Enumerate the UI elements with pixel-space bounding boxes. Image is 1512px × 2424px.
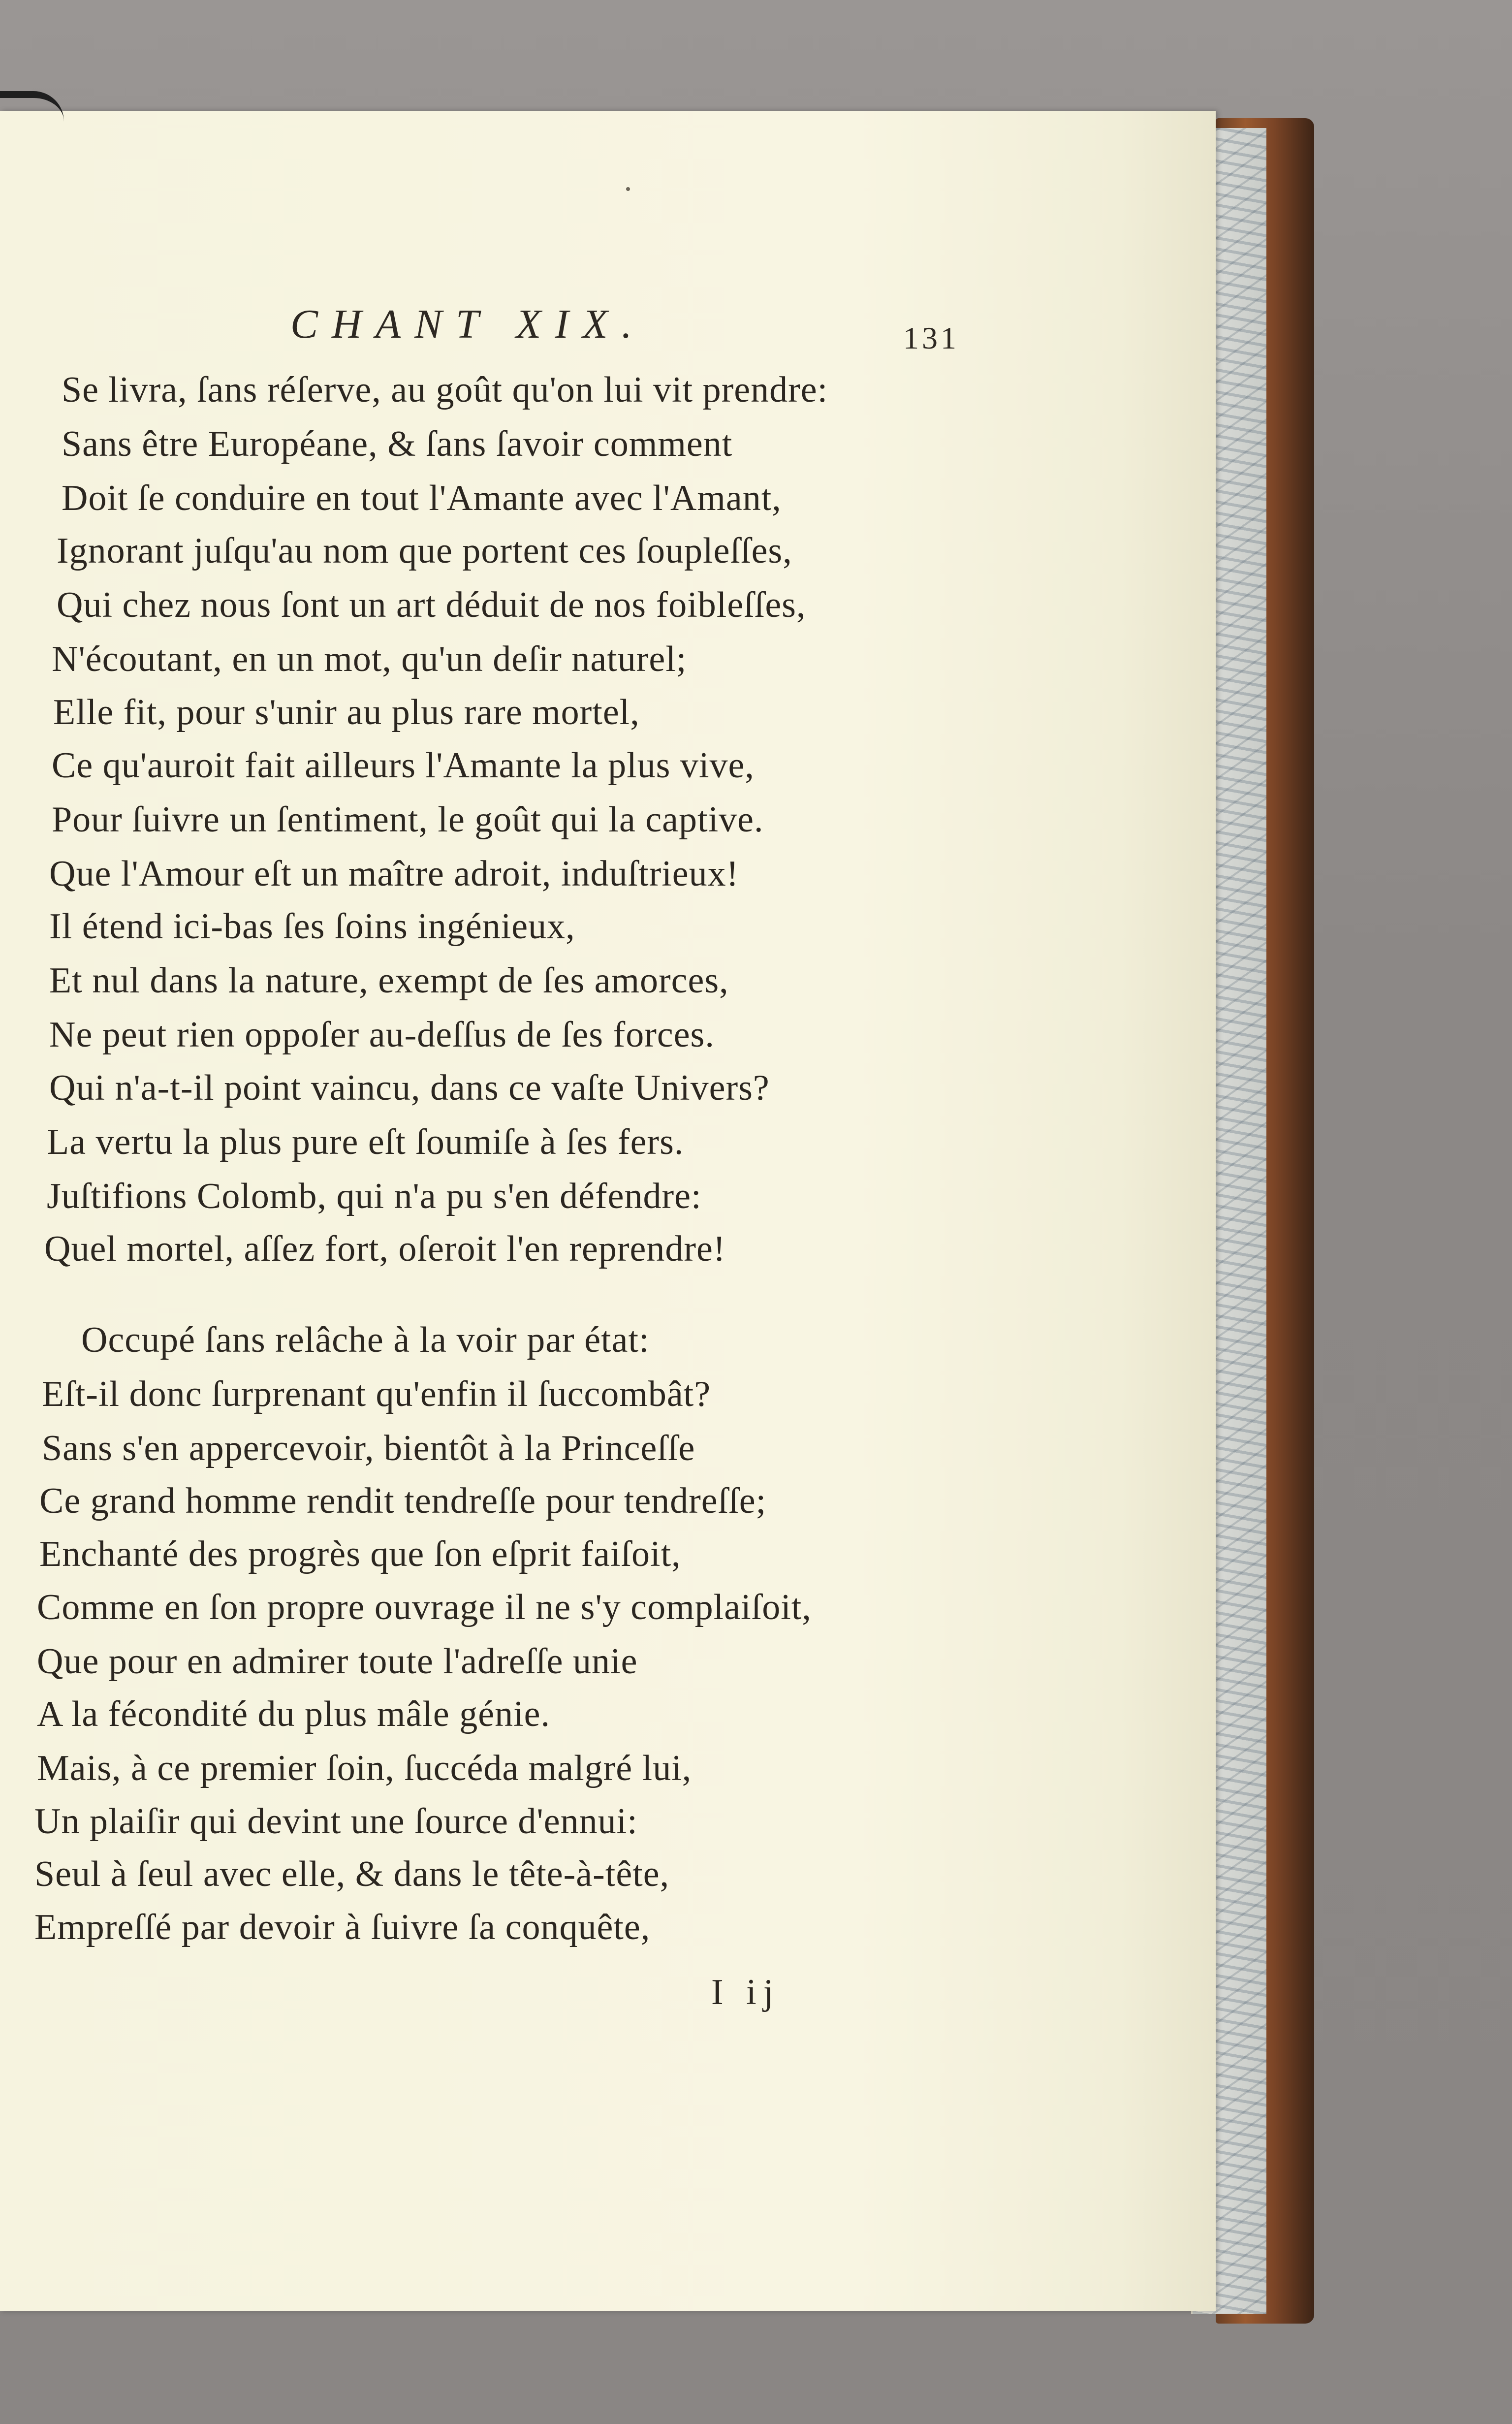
verse-line: Comme en ſon propre ouvrage il ne s'y complaiſoit, xyxy=(37,1587,812,1627)
verse-line: Eſt-il donc ſurprenant qu'enfin il ſuccombât? xyxy=(42,1374,711,1414)
page-number: 131 xyxy=(903,320,959,355)
verse-line: N'écoutant, en un mot, qu'un deſir naturel; xyxy=(52,639,687,679)
verse-line: Il étend ici-bas ſes ſoins ingénieux, xyxy=(49,906,575,947)
verse-line: Et nul dans la nature, exempt de ſes amorces, xyxy=(49,960,729,1001)
verse-line: Se livra, ſans réſerve, au goût qu'on lui vit prendre: xyxy=(62,370,828,410)
verse-line: Occupé ſans relâche à la voir par état: xyxy=(81,1320,650,1360)
verse-line: Mais, à ce premier ſoin, ſuccéda malgré lui, xyxy=(37,1748,692,1788)
verse-line: Quel mortel, aſſez fort, oſeroit l'en reprendre! xyxy=(44,1229,726,1269)
verse-line: Que pour en admirer toute l'adreſſe unie xyxy=(37,1641,638,1682)
ink-dot xyxy=(626,187,630,191)
verse-line: La vertu la plus pure eſt ſoumiſe à ſes fers. xyxy=(47,1122,684,1162)
verse-line: Ce grand homme rendit tendreſſe pour tendreſſe; xyxy=(39,1481,767,1521)
running-title: CHANT XIX. xyxy=(290,301,646,347)
verse-line: A la fécondité du plus mâle génie. xyxy=(37,1694,550,1734)
verse-line: Seul à ſeul avec elle, & dans le tête-à-tête, xyxy=(34,1854,670,1894)
verse-line: Qui chez nous ſont un art déduit de nos foibleſſes, xyxy=(57,585,806,625)
verse-line: Elle fit, pour s'unir au plus rare mortel, xyxy=(53,692,640,733)
verse-line: Enchanté des progrès que ſon eſprit faiſoit, xyxy=(39,1534,681,1574)
verse-line: Ne peut rien oppoſer au-deſſus de ſes forces. xyxy=(49,1015,715,1055)
verse-line: Un plaiſir qui devint une ſource d'ennui: xyxy=(34,1801,638,1842)
verse-line: Que l'Amour eſt un maître adroit, induſtrieux! xyxy=(49,854,739,894)
verse-line: Pour ſuivre un ſentiment, le goût qui la captive. xyxy=(52,799,764,840)
verse-line: Empreſſé par devoir à ſuivre ſa conquête, xyxy=(34,1907,651,1947)
verse-line: Sans s'en appercevoir, bientôt à la Princeſſe xyxy=(42,1428,695,1468)
verse-line: Ce qu'auroit fait ailleurs l'Amante la plus vive, xyxy=(52,745,755,786)
verse-line: Ignorant juſqu'au nom que portent ces ſoupleſſes, xyxy=(57,531,792,571)
verse-line: Sans être Européane, & ſans ſavoir comment xyxy=(62,424,733,464)
verse-line: Juſtifions Colomb, qui n'a pu s'en défendre: xyxy=(47,1176,702,1216)
verse-line: Qui n'a-t-il point vaincu, dans ce vaſte Univers? xyxy=(49,1068,770,1108)
verse-line: Doit ſe conduire en tout l'Amante avec l'Amant, xyxy=(62,478,782,518)
signature-mark: I ij xyxy=(711,1972,781,2012)
